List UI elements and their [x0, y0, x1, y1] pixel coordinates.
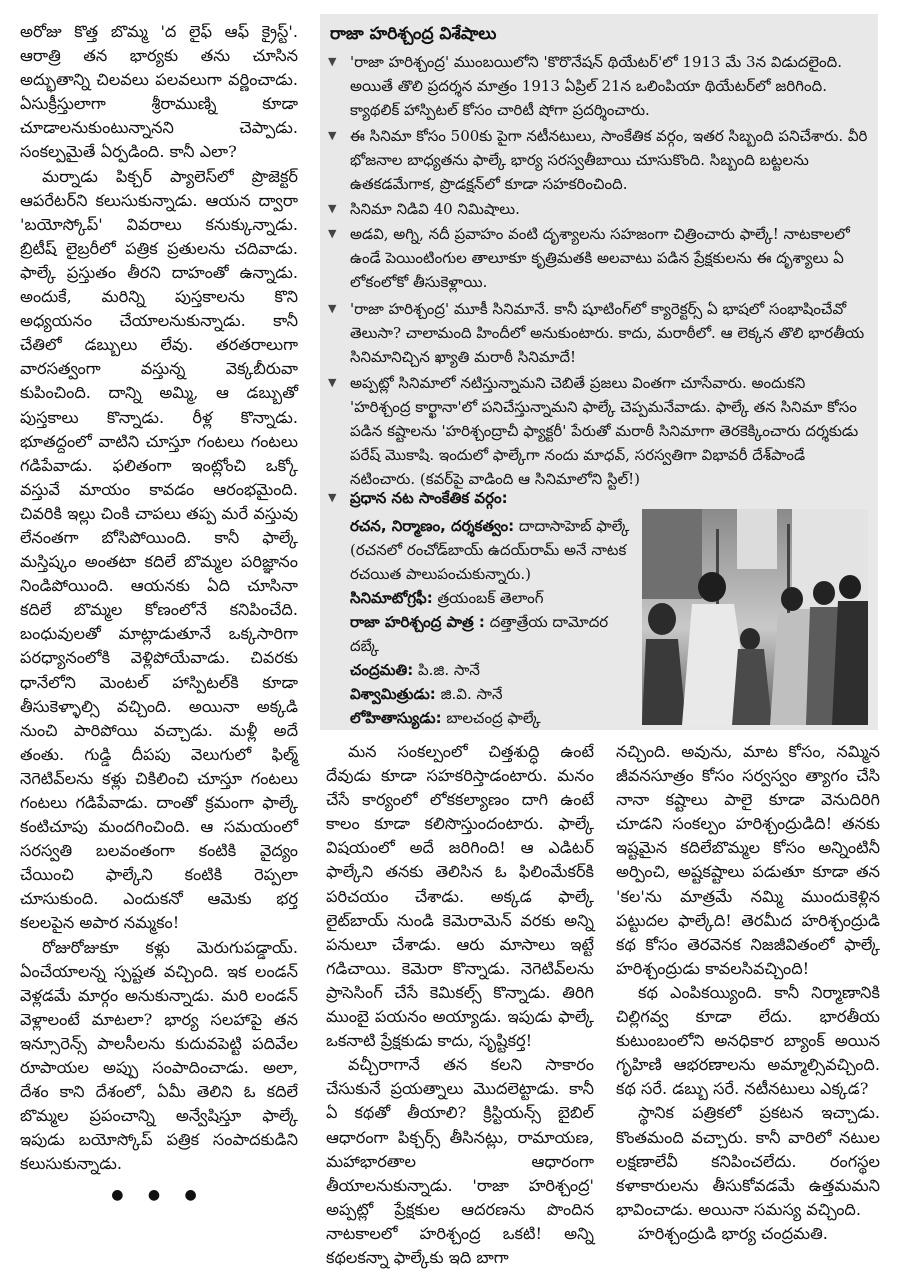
- credit-label: చంద్రమతి:: [350, 661, 414, 679]
- film-still-image: [642, 509, 868, 725]
- credit-row: [350, 682, 638, 706]
- credit-value: పి.జి. సానే: [413, 661, 480, 679]
- left-article-column: [20, 20, 298, 1207]
- right-article-column: [616, 740, 880, 1246]
- right-paragraph-1: నచ్చింది. అవును, మాట కోసం, నమ్మిన జీవనసూత్రం కోసం సర్వస్వం త్యాగం చేసి నానా కష్టాలు పాలై కూడా వెనుదిరిగి చూడని సంకల్పం హరిశ్చంద్రుడిది! తనకు ఇష్టమైన కదిలేబొమ్మల కోసం అన్నింటినీ అర్పించి, అష్టకష్టాలు పడుతూ కూడా తన 'కల'ను మాత్రమే నమ్మి ముందుకెళ్లిన పట్టుదల ఫాల్కేది! తెరమీద హరిశ్చంద్రుడి కథ కోసం తెరవెనక నిజజీవితంలో ఫాల్కే హరిశ్చంద్రుడు కావలసివచ్చింది!: [616, 742, 880, 978]
- credit-label: రచన, నిర్మాణం, దర్శకత్వం:: [350, 517, 515, 535]
- fact-text: అడవి, అగ్ని, నదీ ప్రవాహం వంటి దృశ్యాలను సహజంగా చిత్రించారు ఫాల్కే! నాటకాలలో ఉండే పెయింటింగుల తాలూకూ కృత్రిమతకి అలవాటు పడిన ప్రేక్షకులను ఈ దృశ్యాలు ఏ లోకంలోకో తీసుకెళ్లాయి.: [350, 225, 850, 291]
- credit-value: త్రయంబక్ తెలాంగ్: [432, 589, 544, 607]
- fact-text: సినిమా నిడివి 40 నిమిషాలు.: [350, 200, 520, 218]
- credit-row: [350, 658, 638, 682]
- triangle-bullet-icon: ▼: [328, 302, 337, 315]
- credit-row: [350, 706, 638, 730]
- middle-paragraph-2: వచ్చీరాగానే తన కలని సాకారం చేసుకునే ప్రయత్నాలు మొదలెట్టాడు. కానీ ఏ కథతో తీయాలి? క్రిస్టియన్స్ బైబిల్ ఆధారంగా పిక్చర్స్ తీసినట్లు, రామాయణ, మహాభారతాల ఆధారంగా తీయాలనుకున్నాడు. 'రాజా హరిశ్చంద్ర' అప్పట్లో ప్రేక్షకుల ఆదరణను పొందిన నాటకాలలో హరిశ్చంద్ర ఒకటి! అన్ని కథలకన్నా ఫాల్కేకు ఇది బాగా: [326, 1055, 594, 1267]
- triangle-bullet-icon: ▼: [328, 376, 337, 389]
- triangle-bullet-icon: ▼: [328, 491, 337, 504]
- credit-value: దాదాసాహెబ్ ఫాల్కే (రచనలో రంచోడ్‌బాయ్ ఉదయ్‌రామ్ అనే నాటక రచయిత పాలుపంచుకున్నారు.): [350, 517, 630, 583]
- sidebar-title: రాజా హరిశ్చంద్ర విశేషాలు: [330, 24, 497, 44]
- section-separator: ● ● ●: [111, 1186, 207, 1203]
- middle-paragraph-1: మన సంకల్పంలో చిత్తశుద్ధి ఉంటే దేవుడు కూడా సహకరిస్తాడంటారు. మనం చేసే కార్యంలో లోకకల్యాణం దాగి ఉంటే కాలం కూడా కలిసొస్తుందంటారు. ఫాల్కే విషయంలో అదే జరిగింది! ఆ ఎడిటర్ ఫాల్కేని తనకు తెలిసిన ఓ ఫిలింమేకర్‌కి పరిచయం చేశాడు. అక్కడ ఫాల్కే లైట్‌బాయ్ నుండి కెమెరామెన్ వరకు అన్ని పనులూ చేశాడు. ఆరు మాసాలు ఇట్టే గడిచాయి. కెమెరా కొన్నాడు. నెగెటివ్‌లను ప్రాసెసింగ్ చేసే కెమికల్స్ కొన్నాడు. తిరిగి ముంబై పయనం అయ్యాడు. ఇపుడు ఫాల్కే ఒకనాటి ప్రేక్షకుడు కాదు, సృష్టికర్త!: [326, 742, 594, 1051]
- credit-row: [350, 610, 638, 658]
- right-paragraph-2: కథ ఎంపికయ్యింది. కానీ నిర్మాణానికి చిల్లిగవ్వ కూడా లేదు. భారతీయ కుటుంబంలోని అనధికార బ్యాంక్ అయిన గృహిణి ఆభరణాలను అమ్మాల్సివచ్చింది. కథ సరే. డబ్బు సరే. నటీనటులు ఎక్కడ?: [616, 982, 880, 1099]
- fact-text: అప్పట్లో సినిమాలో నటిస్తున్నామని చెబితే ప్రజలు వింతగా చూసేవారు. అందుకని 'హరిశ్చంద్ర కార్ఖానా'లో పనిచేస్తున్నామని ఫాల్కే చెప్పమనేవాడు. ఫాల్కే తన సినిమా కోసం పడిన కష్టాలను 'హరిశ్చంద్రాచీ ఫ్యాక్టరీ' పేరుతో మరాఠీ సినిమాగా తెరకెక్కించారు దర్శకుడు పరేష్ మొకాషి. ఇందులో ఫాల్కేగా నందు మాధవ్, సరస్వతిగా విభావరీ దేశ్‌పాండే నటించారు. (కవర్‌పై వాడింది ఆ సినిమాలోని స్టిల్!): [350, 374, 859, 488]
- credit-row: [350, 514, 638, 586]
- fact-item: [328, 50, 868, 122]
- right-paragraph-3: స్థానిక పత్రికలో ప్రకటన ఇచ్చాడు. కొంతమంది వచ్చారు. కానీ వారిలో నటుల లక్షణాలేవీ కనిపించలేదు. రంగస్థల కళాకారులను తీసుకోవడమే ఉత్తమమని భావించాడు. అయినా సమస్య వచ్చింది.: [616, 1103, 880, 1219]
- film-still-photo: [642, 509, 868, 725]
- fact-item: [328, 124, 868, 196]
- fact-item: [328, 371, 868, 491]
- triangle-bullet-icon: ▼: [328, 129, 337, 142]
- credit-label: రాజా హరిశ్చంద్ర పాత్ర :: [350, 613, 485, 631]
- credit-value: దత్తాత్రేయ దామోదర దబ్కే: [350, 613, 609, 655]
- fact-text: 'రాజా హరిశ్చంద్ర' మూకీ సినిమానే. కానీ షూటింగ్‌లో క్యారెక్టర్స్ ఏ భాషలో సంభాషించేవో తెలుసా? చాలామంది హిందీలో అనుకుంటారు. కాదు, మరాఠీలో. ఆ లెక్కన తొలి భారతీయ సినిమానిచ్చిన ఖ్యాతి మరాఠీ సినిమాదే!: [350, 300, 865, 366]
- credit-label: సినిమాటోగ్రఫీ:: [350, 589, 433, 607]
- triangle-bullet-icon: ▼: [328, 202, 337, 215]
- credit-value: జి.వి. సానే: [435, 685, 503, 703]
- left-paragraph-3: రోజురోజుకూ కళ్లు మెరుగుపడ్డాయ్. ఏంచేయాలన్న స్పష్టత వచ్చింది. ఇక లండన్ వెళ్లడమే మార్గం అనుకున్నాడు. మరి లండన్ వెళ్లాలంటే మాటలా? భార్య సలహాపై తన ఇన్సూరెన్స్ పాలసీలను కుదువపెట్టి పదివేల రూపాయల అప్పు సంపాదించాడు. అలా, దేశం కాని దేశంలో, ఏమీ తెలిని ఓ కదిలే బొమ్మల ప్రపంచాన్ని అన్వేషిస్తూ ఫాల్కే ఇపుడు బయోస్కోప్ పత్రిక సంపాదకుడిని కలుసుకున్నాడు.: [20, 937, 298, 1174]
- facts-sidebar-box: [320, 14, 878, 730]
- credits-list: [350, 514, 638, 730]
- credit-label: లోహితాస్యుడు:: [350, 709, 442, 727]
- credits-heading-row: [328, 486, 868, 510]
- triangle-bullet-icon: ▼: [328, 55, 337, 68]
- middle-article-column: [326, 740, 594, 1270]
- left-paragraph-1: అరోజు కొత్త బొమ్మ 'ద లైఫ్ ఆఫ్ క్రైస్ట్'. ఆరాత్రి తన భార్యకు తను చూసిన అద్భుతాన్ని చిలవలు పలవలుగా వర్ణించాడు. ఏసుక్రీస్తులాగా శ్రీరాముణ్ని కూడా చూడాలనుకుంటున్నానని చెప్పాడు. సంకల్పమైతే ఏర్పడింది. కానీ ఎలా?: [20, 22, 298, 162]
- credit-label: విశ్వామిత్రుడు:: [350, 685, 436, 703]
- fact-item: [328, 222, 868, 294]
- fact-text: 'రాజా హరిశ్చంద్ర' ముంబయిలోని 'కొరొనేషన్ థియేటర్'లో 1913 మే 3న విడుదలైంది. అయితే తొలి ప్రదర్శన మాత్రం 1913 ఏప్రిల్ 21న ఒలింపియా థియేటర్‌లో జరిగింది. క్యాథలిక్ హాస్పిటల్ కోసం చారిటీ షోగా ప్రదర్శించారు.: [350, 53, 842, 119]
- triangle-bullet-icon: ▼: [328, 227, 337, 240]
- fact-text: ఈ సినిమా కోసం 500కు పైగా నటీనటులు, సాంకేతిక వర్గం, ఇతర సిబ్బంది పనిచేశారు. వీరి భోజనాల బాధ్యతను ఫాల్కే భార్య సరస్వతీబాయి చూసుకొంది. సిబ్బంది బట్టలను ఉతకడమేగాక, ప్రొడక్షన్‌లో కూడా సహకరించింది.: [350, 127, 868, 193]
- fact-item: [328, 197, 868, 221]
- credits-heading: ప్రధాన నట సాంకేతిక వర్గం:: [350, 489, 508, 507]
- fact-item: [328, 297, 868, 369]
- credit-row: [350, 586, 638, 610]
- left-paragraph-2: మర్నాడు పిక్చర్ ప్యాలెస్‌లో ప్రొజెక్టర్ ఆపరేటర్‌ని కలుసుకున్నాడు. ఆయన ద్వారా 'బయోస్కోప్' వివరాలు కనుక్కున్నాడు. బ్రిటీష్ లైబ్రరీలో పత్రిక ప్రతులను చదివాడు. ఫాల్కే ప్రస్తుతం తీరని దాహంతో ఉన్నాడు. అందుకే, మరిన్ని పుస్తకాలను కొని అధ్యయనం చేయాలనుకున్నాడు. కానీ చేతిలో డబ్బులు లేవు. తరతరాలుగా వారసత్వంగా వస్తున్న వెక్కబీరువా కుపించింది. దాన్ని అమ్మి, ఆ డబ్బుతో పుస్తకాలు కొన్నాడు. రీళ్ల కొన్నాడు. భూతద్దంలో వాటిని చూస్తూ గంటలు గంటలు గడిపేవాడు. ఫలితంగా ఇంట్లోంచి ఒక్కో వస్తువే మాయం కావడం ఆరంభమైంది. చివరికి ఇల్లు చింకి చాపలు తప్ప మరే వస్తువు లేనంతగా బోసిపోయింది. కానీ ఫాల్కే మస్తిష్కం అంతటా కదిలే బొమ్మల పరిజ్ఞానం నిండిపోయింది. ఆయనకు ఏది చూసినా కదిలే బొమ్మల కోణంలోనే కనిపించేది. బంధువులతో మాట్లాడుతూనే ఒక్కసారిగా పరధ్యానంలోకి వెళ్లిపోయేవాడు. చివరకు ధానేలోని మెంటల్ హాస్పిటల్‌కి కూడా తీసుకెళ్ళాల్సి వచ్చింది. అయినా అక్కడి నుంచి పారిపోయి వచ్చాడు. మళ్లీ అదే తంతు. గుడ్డి దీపపు వెలుగులో ఫిల్మ్ నెగెటివ్‌లను కళ్లు చికిలించి చూస్తూ గంటలు గంటలు గడిపేవాడు. దాంతో క్రమంగా ఫాల్కే కంటిచూపు మందగించింది. ఆ సమయంలో సరస్వతి బలవంతంగా కంటికి వైద్యం చేయించి ఫాల్కేని కంటికి రెప్పలా చూసుకుంది. ఎందుకనో ఆమెకు భర్త కలలపైన అపార నమ్మకం!: [20, 166, 298, 933]
- right-paragraph-4: హరిశ్చంద్రుడి భార్య చంద్రమతి.: [638, 1223, 828, 1243]
- credit-value: బాలచంద్ర ఫాల్కే: [441, 709, 541, 727]
